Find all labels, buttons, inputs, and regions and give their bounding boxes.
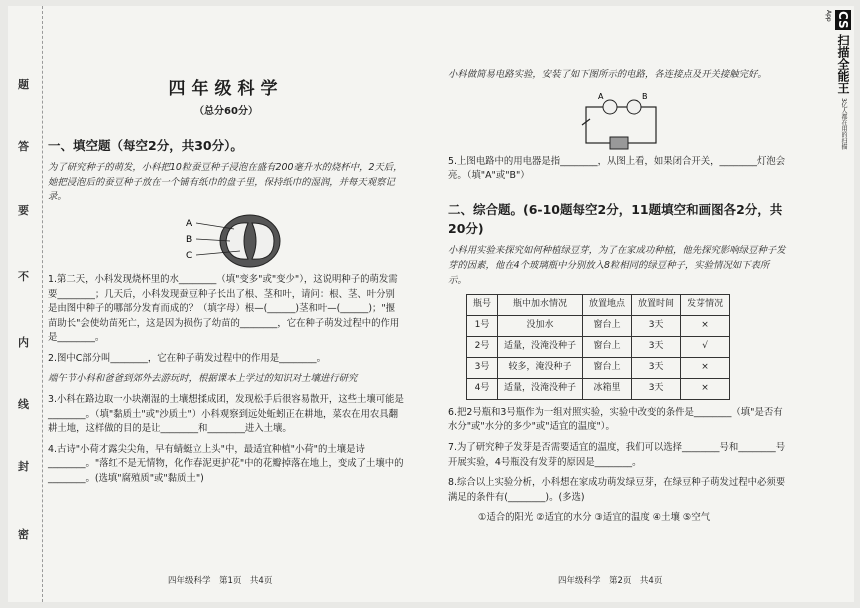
question-8-options: ①适合的阳光 ②适宜的水分 ③适宜的温度 ④土壤 ⑤空气	[478, 512, 711, 524]
intro-paragraph: 为了研究种子的萌发，小科把10粒蚕豆种子浸泡在盛有200毫升水的烧杯中，2天后，她把浸泡后的蚕豆种子放在一个铺有纸巾的盘子里，保持纸巾的湿润，并每天观察记录。	[48, 162, 403, 203]
seal-char: 线	[18, 398, 29, 411]
page-1	[48, 6, 404, 602]
question-2: 2.图中C部分叫________，它在种子萌发过程中的作用是________。	[48, 352, 326, 364]
seal-char: 要	[18, 204, 29, 217]
table-cell: 4号	[467, 378, 498, 399]
table-cell: 适量，没淹没种子	[498, 378, 583, 399]
camscanner-tag: CS	[836, 11, 850, 29]
fig-label-a: A	[186, 218, 193, 229]
question-3: 3.小科在路边取一小块潮湿的土壤想揉成团，发现松手后很容易散开，这些土壤可能是________。（填"黏质土"或"沙质土"）小科观察到远处蚯蚓正在耕地，菜农在用农具翻耕土地，这样做的目的是让________和________进入土壤。	[48, 394, 404, 435]
seal-binding-margin	[8, 6, 43, 602]
seal-char: 密	[18, 528, 29, 541]
experiment-table	[466, 294, 730, 400]
table-row	[467, 316, 730, 337]
table-cell: √	[681, 337, 730, 358]
section-1-heading: 一、填空题（每空2分，共30分）。	[48, 137, 243, 153]
table-cell: 3天	[632, 378, 681, 399]
question-6: 6.把2号瓶和3号瓶作为一组对照实验，实验中改变的条件是________（填"是否有水分"或"水分的多少"或"适宜的温度"）。	[448, 406, 783, 433]
table-header-row	[467, 295, 730, 316]
question-4: 4.古诗"小荷才露尖尖角，早有蜻蜓立上头"中，最适宜种植"小荷"的土壤是诗________。"落红不是无情物，化作春泥更护花"中的花瓣掉落在地上，变成了土壤中的________。(选填"腐殖质"或"黏质土")	[48, 443, 404, 484]
camscanner-watermark	[825, 10, 852, 160]
table-cell: 较多，淹没种子	[498, 358, 583, 379]
table-cell: ×	[681, 316, 730, 337]
table-cell: ×	[681, 358, 730, 379]
circuit-diagram	[576, 89, 666, 153]
table-cell: 窗台上	[583, 337, 632, 358]
table-header: 发芽情况	[681, 295, 730, 316]
seal-char: 封	[18, 460, 29, 473]
experiment-intro: 小科用实验来探究如何种植绿豆芽，为了在家成功种植，他先探究影响绿豆种子发芽的因素，他在4个玻璃瓶中分别放入8粒相同的绿豆种子，实验情况如下表所示。	[448, 245, 786, 286]
page-1-footer: 四年级科学 第1页 共4页	[168, 575, 273, 586]
question-7: 7.为了研究种子发芽是否需要适宜的温度，我们可以选择________号和________号开展实验，4号瓶没有发芽的原因是________。	[448, 442, 786, 468]
circuit-intro: 小科做简易电路实验，安装了如下图所示的电路，各连接点及开关接触完好。	[448, 69, 767, 80]
question-8: 8.综合以上实验分析，小科想在家成功萌发绿豆芽，在绿豆种子萌发过程中必须要满足的条件有(________)。(多选)	[448, 477, 786, 503]
table-header: 瓶号	[467, 295, 498, 316]
table-cell: 窗台上	[583, 358, 632, 379]
table-cell: 1号	[467, 316, 498, 337]
table-cell: 3号	[467, 358, 498, 379]
scanned-exam-sheet	[8, 6, 854, 602]
table-header: 瓶中加水情况	[498, 295, 583, 316]
page-2	[448, 6, 788, 602]
table-cell: 冰箱里	[583, 378, 632, 399]
table-cell: 窗台上	[583, 316, 632, 337]
fig-label-b: B	[186, 234, 193, 245]
table-cell: 没加水	[498, 316, 583, 337]
question-5: 5.上图电路中的用电器是指________，从图上看，如果闭合开关，________灯泡会亮。（填"A"或"B"）	[448, 155, 786, 182]
section-2-heading: 二、综合题。(6-10题每空2分，11题填空和画图各2分，共20分)	[448, 201, 783, 237]
page-2-footer: 四年级科学 第2页 共4页	[558, 575, 663, 586]
seal-char: 不	[18, 270, 29, 283]
table-header: 放置时间	[632, 295, 681, 316]
exam-score: （总分60分）	[194, 106, 258, 118]
table-cell: 3天	[632, 358, 681, 379]
bulb-a-label: A	[598, 91, 604, 101]
table-row	[467, 337, 730, 358]
table-row	[467, 358, 730, 379]
handwritten-note: 端午节小科和爸爸到郊外去游玩时，根据课本上学过的知识对土壤进行研究	[48, 373, 358, 385]
exam-title: 四年级科学	[168, 79, 284, 99]
question-1: 1.第二天，小科发现烧杯里的水________（填"变多"或"变少"），这说明种子的萌发需要________；几天后，小科发现蚕豆种子长出了根、茎和叶，请问：根、茎、叶分别是由图中种子的哪部分发育而成的？（填字母）根—(______)茎和叶—(______)；"揠苗助长"会使幼苗死亡，这是因为损伤了幼苗的________，它在种子萌发过程中的作用是________。	[48, 273, 400, 344]
camscanner-slogan: 3亿人都在用的扫描App	[825, 10, 847, 150]
seal-char: 答	[18, 140, 29, 153]
camscanner-name: 扫描全能王	[836, 33, 850, 94]
seed-diagram	[178, 211, 298, 271]
table-cell: 3天	[632, 337, 681, 358]
seal-char: 题	[18, 78, 29, 91]
table-cell: 2号	[467, 337, 498, 358]
table-cell: 适量，没淹没种子	[498, 337, 583, 358]
bulb-b-label: B	[642, 91, 648, 101]
table-cell: ×	[681, 378, 730, 399]
fig-label-c: C	[186, 250, 193, 261]
table-header: 放置地点	[583, 295, 632, 316]
table-row	[467, 378, 730, 399]
seal-char: 内	[18, 336, 29, 349]
table-cell: 3天	[632, 316, 681, 337]
